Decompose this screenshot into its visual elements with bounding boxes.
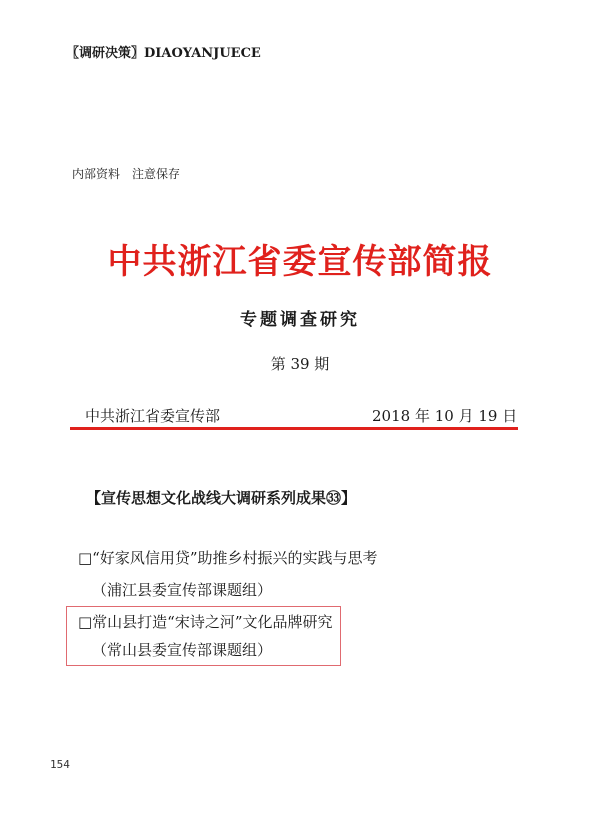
issuer-name: 中共浙江省委宣传部 xyxy=(85,407,221,425)
article-author-1: （浦江县委宣传部课题组） xyxy=(92,581,273,599)
series-title: 【宣传思想文化战线大调研系列成果㉝】 xyxy=(86,489,357,507)
article-title-1: □“好家风信用贷”助推乡村振兴的实践与思考 xyxy=(78,549,378,567)
section-header: 〖调研决策〗DIAOYANJUECE xyxy=(66,46,261,61)
masthead-divider xyxy=(70,427,518,430)
page-number: 154 xyxy=(50,758,70,771)
masthead-title: 中共浙江省委宣传部简报 xyxy=(107,242,493,282)
issue-date: 2018 年 10 月 19 日 xyxy=(372,407,518,425)
article-author-2: （常山县委宣传部课题组） xyxy=(92,641,273,659)
classification-note: 内部资料 注意保存 xyxy=(72,167,181,181)
article-title-2: □常山县打造“宋诗之河”文化品牌研究 xyxy=(78,613,333,631)
bulletin-subtitle: 专题调查研究 xyxy=(240,310,360,330)
issue-number: 第 39 期 xyxy=(270,355,330,373)
